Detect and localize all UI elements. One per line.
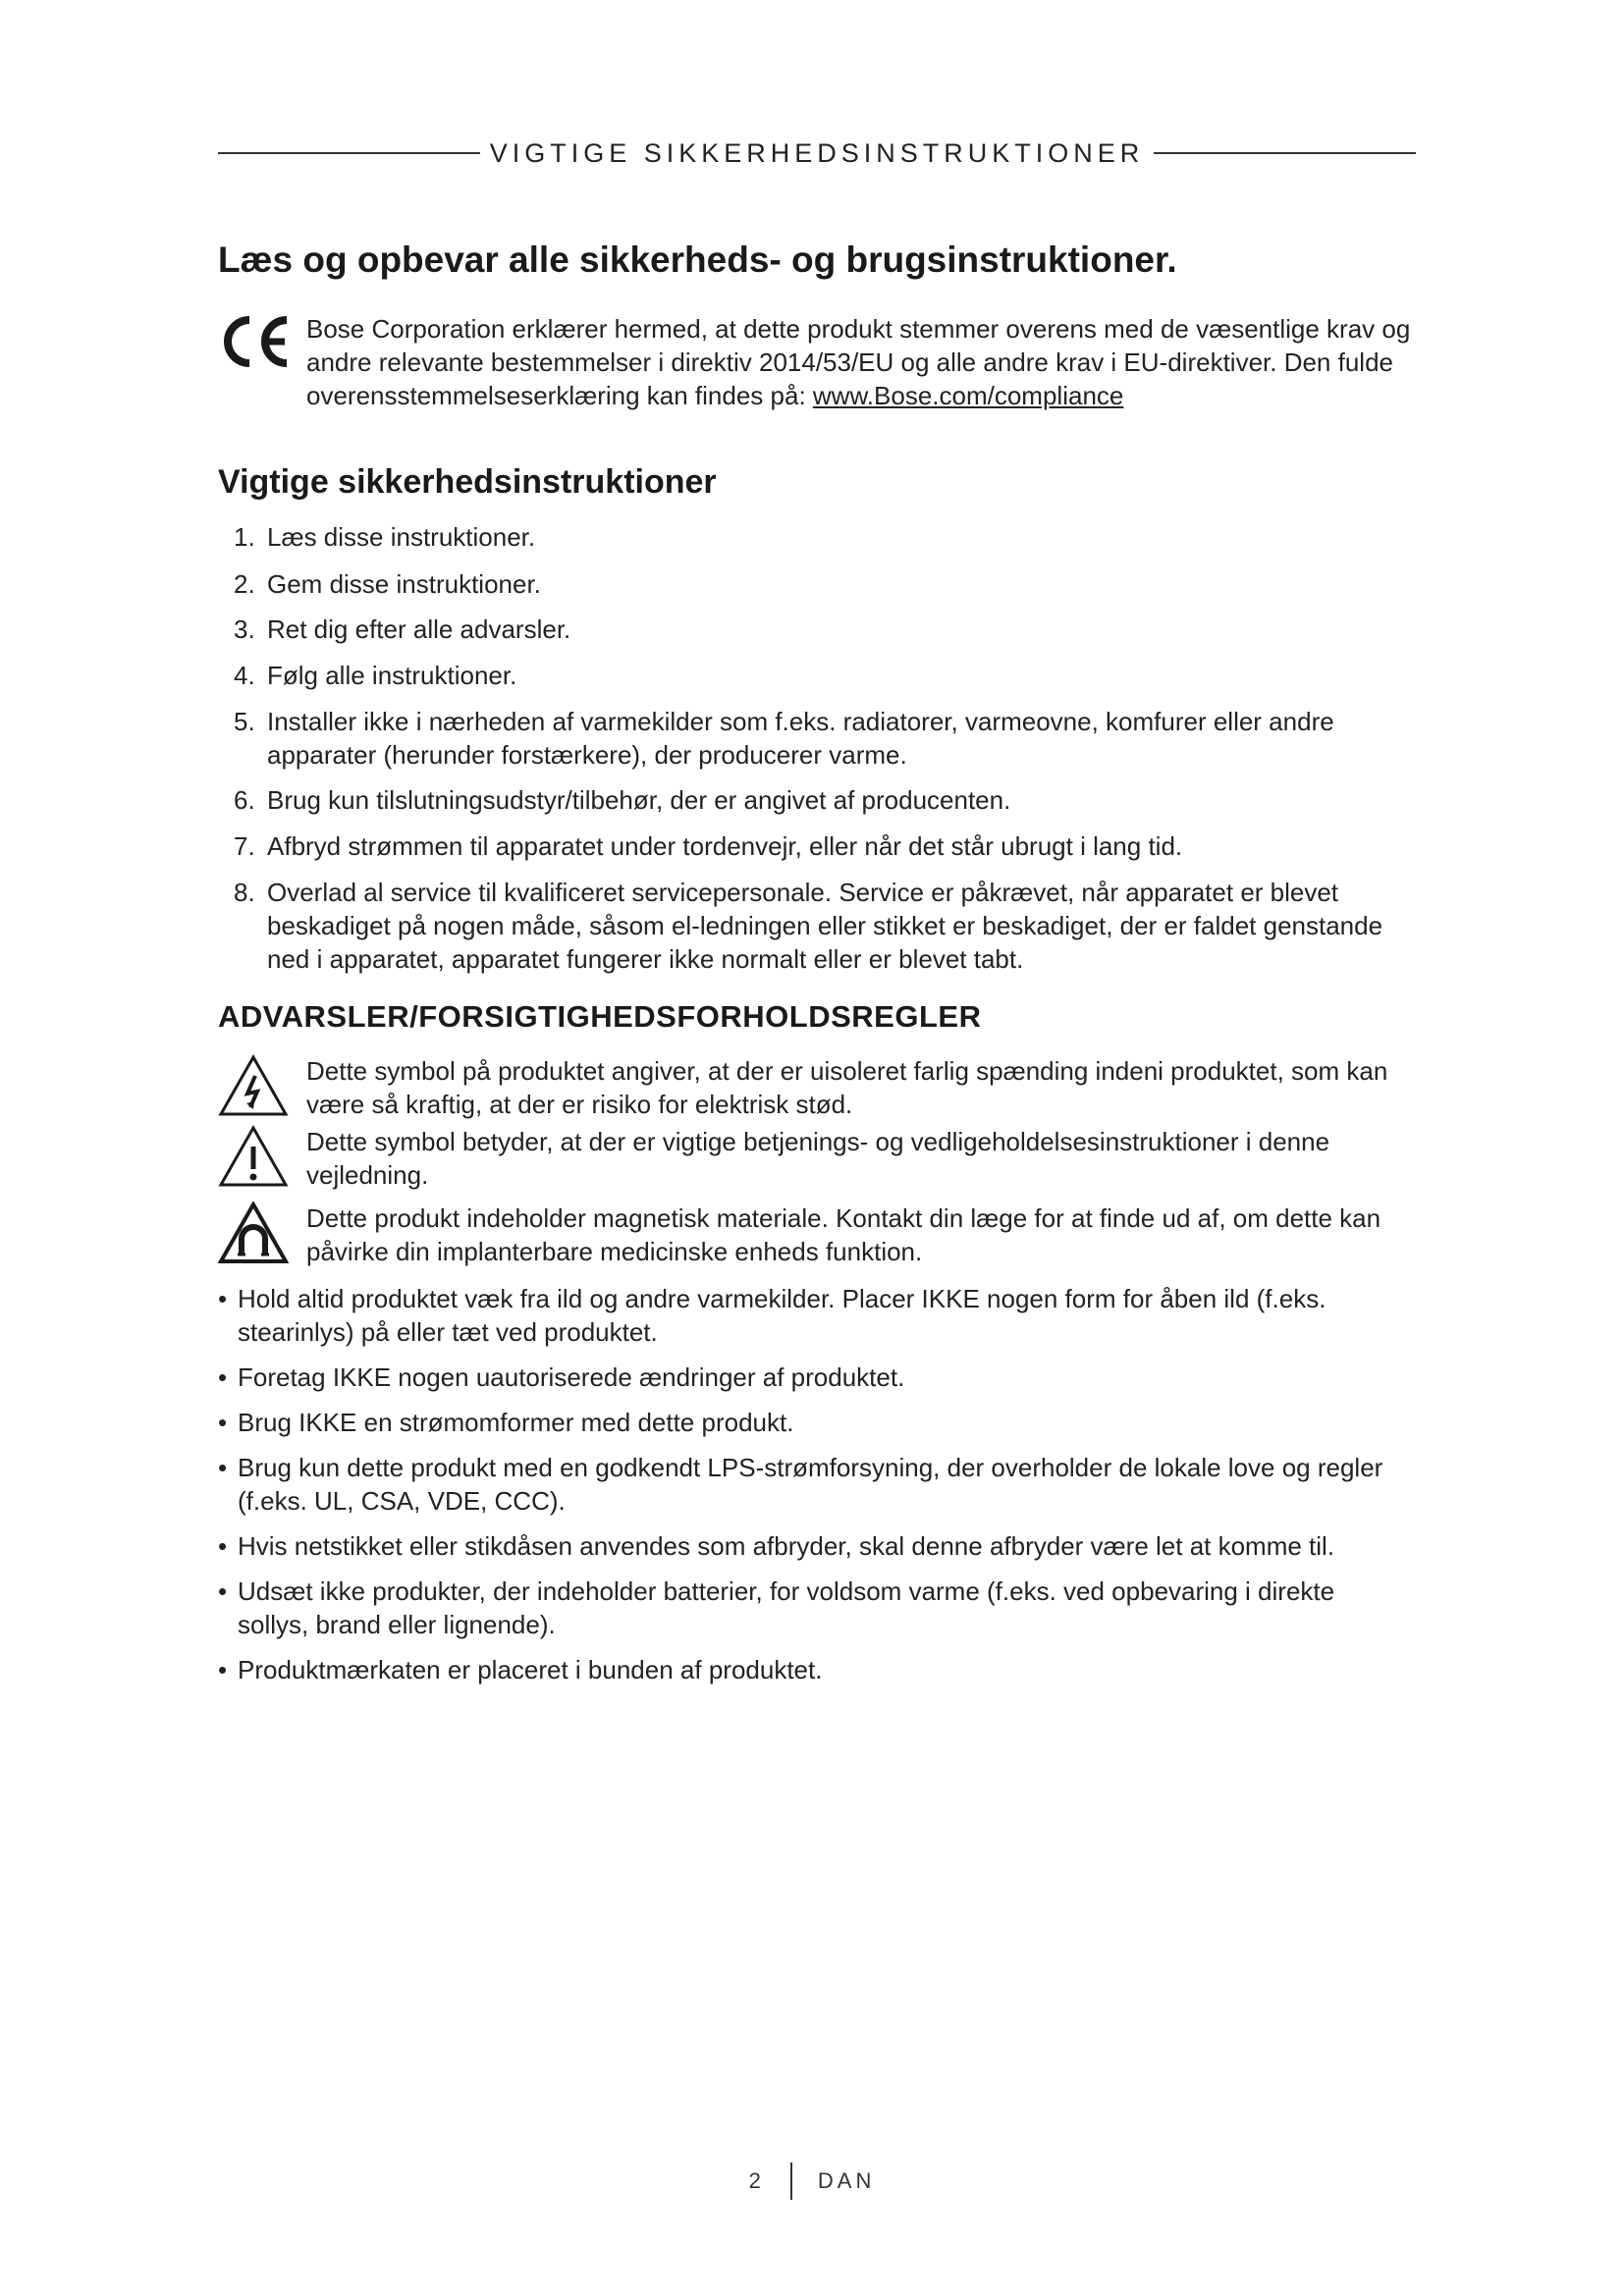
item-number: 5. <box>234 707 255 736</box>
item-text: Ret dig efter alle advarsler. <box>267 614 571 644</box>
symbol-text: Dette produkt indeholder magnetisk materiale. Kontakt din læge for at finde ud af, om dette kan påvirke din implanterbare medicinske enheds funktion. <box>306 1203 1381 1266</box>
bullet-icon: • <box>218 1453 228 1482</box>
bullet-text: Brug kun dette produkt med en godkendt LPS-strømforsyning, der overholder de lokale love og regler (f.eks. UL, CSA, VDE, CCC). <box>238 1453 1383 1516</box>
item-number: 3. <box>234 614 255 644</box>
bullet-icon: • <box>218 1655 228 1684</box>
warnings-heading: ADVARSLER/FORSIGTIGHEDSFORHOLDSREGLER <box>218 999 982 1034</box>
language-code: DAN <box>817 2168 876 2193</box>
item-text: Gem disse instruktioner. <box>267 569 541 599</box>
section-heading: Vigtige sikkerhedsinstruktioner <box>218 463 717 501</box>
item-number: 4. <box>234 661 255 690</box>
bullet-icon: • <box>218 1362 228 1392</box>
symbol-text: Dette symbol på produktet angiver, at der er uisoleret farlig spænding indeni produktet, som kan være så kraftig, at der er risiko for elektrisk stød. <box>306 1056 1388 1119</box>
page-header <box>218 133 1416 173</box>
bullet-text: Hvis netstikket eller stikdåsen anvendes som afbryder, skal denne afbryder være let at komme til. <box>238 1531 1335 1561</box>
bullet-icon: • <box>218 1284 228 1313</box>
bullet-text: Brug IKKE en strømomformer med dette produkt. <box>238 1408 794 1437</box>
bullet-text: Foretag IKKE nogen uautoriserede ændringer af produktet. <box>238 1362 905 1392</box>
bullet-text: Udsæt ikke produkter, der indeholder batterier, for voldsom varme (f.eks. ved opbevaring i direkte sollys, brand eller lignende). <box>238 1576 1335 1639</box>
item-text: Følg alle instruktioner. <box>267 661 517 690</box>
item-text: Afbryd strømmen til apparatet under tordenvejr, eller når det står ubrugt i lang tid. <box>267 831 1183 861</box>
header-rule-left <box>218 152 480 154</box>
magnet-warning-icon <box>218 1201 289 1264</box>
bullet-icon: • <box>218 1531 228 1561</box>
page-number: 2 <box>748 2168 765 2193</box>
item-number: 8. <box>234 878 255 907</box>
bullet-icon: • <box>218 1576 228 1606</box>
header-rule-right <box>1154 152 1416 154</box>
item-text: Overlad al service til kvalificeret servicepersonale. Service er påkrævet, når apparatet er blevet beskadiget på nogen måde, såsom el-ledningen eller stikket er beskadiget, der er faldet genstande ned i apparatet, apparatet fungerer ikke normalt eller er blevet tabt. <box>267 878 1383 974</box>
bullet-text: Produktmærkaten er placeret i bunden af produktet. <box>238 1655 823 1684</box>
item-text: Installer ikke i nærheden af varmekilder som f.eks. radiatorer, varmeovne, komfurer eller andre apparater (herunder forstærkere), der producerer varme. <box>267 707 1334 770</box>
bullet-icon: • <box>218 1408 228 1437</box>
item-text: Brug kun tilslutningsudstyr/tilbehør, der er angivet af producenten. <box>267 785 1011 815</box>
item-number: 6. <box>234 785 255 815</box>
item-number: 1. <box>234 522 255 552</box>
item-text: Læs disse instruktioner. <box>267 522 536 552</box>
footer-divider <box>790 2163 792 2200</box>
page-footer <box>0 2162 1624 2201</box>
main-heading: Læs og opbevar alle sikkerheds- og brugsinstruktioner. <box>218 240 1177 280</box>
item-number: 2. <box>234 569 255 599</box>
item-number: 7. <box>234 831 255 861</box>
bullet-text: Hold altid produktet væk fra ild og andre varmekilder. Placer IKKE nogen form for åben ild (f.eks. stearinlys) på eller tæt ved produktet. <box>238 1284 1326 1347</box>
ce-mark-icon <box>218 312 291 371</box>
ce-declaration-text <box>306 312 1416 412</box>
symbol-text: Dette symbol betyder, at der er vigtige betjenings- og vedligeholdelsesinstruktioner i denne vejledning. <box>306 1127 1330 1190</box>
header-title: VIGTIGE SIKKERHEDSINSTRUKTIONER <box>489 137 1145 168</box>
high-voltage-warning-icon <box>218 1054 289 1117</box>
compliance-link[interactable]: www.Bose.com/compliance <box>812 381 1124 410</box>
exclamation-warning-icon <box>218 1125 289 1188</box>
ce-text-body: Bose Corporation erklærer hermed, at dette produkt stemmer overens med de væsentlige krav og andre relevante bestemmelser i direktiv 2014/53/EU og alle andre krav i EU-direktiver. Den fulde overensstemmelseserklæring kan findes på: <box>306 314 1411 410</box>
